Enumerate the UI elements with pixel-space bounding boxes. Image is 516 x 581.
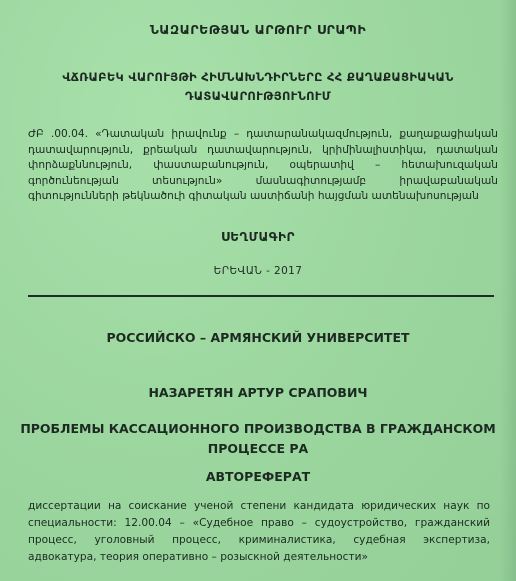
title-russian-line-1: ПРОБЛЕМЫ КАССАЦИОННОГО ПРОИЗВОДСТВА В ГРАЖДАНСКОМ [20,421,496,436]
title-armenian-line-2: ԴԱՏԱՎԱՐՈՒԹՅՈՒՆՈՒՄ [184,89,332,103]
document-kind-armenian: ՍԵՂՄԱԳԻՐ [221,230,295,244]
author-name-russian: НАЗАРЕТЯН АРТУР СРАПОВИЧ [148,385,368,400]
author-name-armenian: ՆԱԶԱՐԵԹՅԱՆ ԱՐԹՈՒՐ ՍՐԱՊԻ [149,22,367,37]
specialty-description-russian: диссертации на соискание ученой степени кандидата юридических наук по специальности: 12.00.04 – «Судебное право – судоустройство, гражданский процесс, уголовный процесс, криминалистика, судебная экспертиза, адвокатура, теория оперативно – розыскной деятельности» [28,500,490,563]
dissertation-title-russian [0,419,516,459]
title-russian-line-2: ПРОЦЕССЕ РА [207,441,309,456]
university-name-russian: РОССИЙСКО – АРМЯНСКИЙ УНИВЕРСИТЕТ [106,330,410,345]
specialty-description-armenian: ԺԲ .00.04. «Դատական իրավունք – դատարանակազմություն, քաղաքացիական դատավարություն, քրեական դատավարություն, կրիմինալիստիկա, դատական փորձաքննություն, փաստաբանություն, օպերատիվ – հետախուզական գործունեության տեսություն» մասնագիտությամբ իրավաբանական գիտությունների թեկնածուի գիտական աստիճանի հայցման ատենախոսության [28,128,498,202]
document-kind-russian: АВТОРЕФЕРАТ [205,469,311,484]
section-divider [28,295,494,297]
city-year-armenian: ԵՐԵՎԱՆ - 2017 [213,265,303,277]
dissertation-title-armenian [0,68,516,106]
page-edge-shadow [500,0,516,581]
title-armenian-line-1: ՎՃՌԱԲԵԿ ՎԱՐՈՒՅԹԻ ՀԻՄՆԱԽՆԴԻՐՆԵՐԸ ՀՀ ՔԱՂԱՔԱՑԻԱԿԱՆ [62,70,454,84]
